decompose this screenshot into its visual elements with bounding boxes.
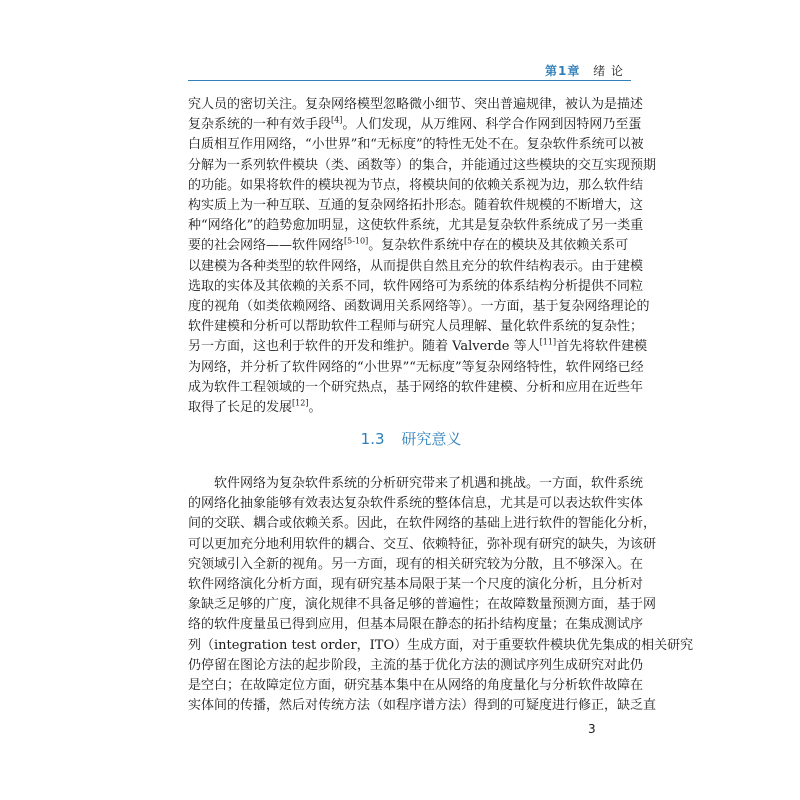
- body-paragraph-1: [188, 95, 657, 418]
- body-paragraph-2: [188, 474, 694, 716]
- text-line: 的功能。如果将软件的模块视为节点，将模块间的依赖关系视为边，那么软件结: [188, 177, 644, 193]
- text-line: 以建模为各种类型的软件网络，从而提供自然且充分的软件结构表示。由于建模: [188, 258, 644, 274]
- text-line: 另一方面，这也利于软件的开发和维护。随着 Valverde 等人[11]首先将软件建模: [188, 338, 648, 355]
- running-head: [545, 62, 624, 79]
- text-line: 实体间的传播，然后对传统方法（如程序谱方法）得到的可疑度进行修正，缺乏直: [188, 698, 657, 714]
- text-line: 仍停留在图论方法的起步阶段，主流的基于优化方法的测试序列生成研究对此仍: [188, 657, 644, 673]
- text-line: 的网络化抽象能够有效表达复杂软件系统的整体信息，尤其是可以表达软件实体: [188, 496, 644, 512]
- text-line: 象缺乏足够的广度，演化规律不具备足够的普遍性；在故障数量预测方面，基于网: [188, 597, 657, 613]
- section-number: 1.3: [360, 430, 385, 448]
- text-line: 种“网络化”的趋势愈加明显，这使软件系统，尤其是复杂软件系统成了另一类重: [188, 218, 644, 234]
- text-line: 络的软件度量虽已得到应用，但基本局限在静态的拓扑结构度量；在集成测试序: [188, 617, 644, 633]
- text-line: 列（integration test order，ITO）生成方面，对于重要软件模块优先集成的相关研究: [188, 637, 694, 653]
- text-line: 要的社会网络——软件网络[5-10]。复杂软件系统中存在的模块及其依赖关系可: [188, 237, 629, 254]
- text-line: 究人员的密切关注。复杂网络模型忽略微小细节、突出普遍规律，被认为是描述: [188, 97, 644, 112]
- text-line: 复杂系统的一种有效手段[4]。人们发现，从万维网、科学合作网到因特网乃至蛋: [188, 115, 642, 133]
- citation-marker: [4]: [331, 115, 343, 125]
- citation-marker: [12]: [292, 398, 309, 408]
- text-line: 成为软件工程领域的一个研究热点，基于网络的软件建模、分析和应用在近些年: [188, 379, 644, 395]
- citation-marker: [11]: [539, 338, 557, 348]
- section-title: 研究意义: [401, 430, 462, 448]
- text-line: 选取的实体及其依赖的关系不同，软件网络可为系统的体系结构分析提供不同粒: [188, 278, 644, 294]
- chapter-title: 绪 论: [593, 64, 624, 78]
- text-line: 软件建模和分析可以帮助软件工程师与研究人员理解、量化软件系统的复杂性；: [188, 319, 644, 335]
- text-line: 构实质上为一种互联、互通的复杂网络拓扑形态。随着软件规模的不断增大，这: [188, 198, 644, 214]
- citation-marker: [5-10]: [344, 237, 369, 247]
- text-line: 可以更加充分地利用软件的耦合、交互、依赖特征，弥补现有研究的缺失，为该研: [188, 536, 657, 552]
- text-line: 究领域引入全新的视角。另一方面，现有的相关研究较为分散，且不够深入。在: [188, 556, 644, 572]
- page-number: 3: [588, 722, 596, 736]
- text-line: 为网络，并分析了软件网络的“小世界”“无标度”等复杂网络特性，软件网络已经: [188, 359, 644, 375]
- text-line: 度的视角（如类依赖网络、函数调用关系网络等）。一方面，基于复杂网络理论的: [188, 299, 650, 315]
- text-line: 取得了长足的发展[12]。: [188, 398, 322, 416]
- section-heading: [188, 428, 634, 449]
- text-line: 是空白；在故障定位方面，研究基本集中在从网络的角度量化与分析软件故障在: [188, 678, 644, 694]
- text-line: 间的交联、耦合或依赖关系。因此，在软件网络的基础上进行软件的智能化分析，: [188, 516, 657, 532]
- chapter-number: 第1章: [544, 64, 581, 78]
- text-line: 分解为一系列软件模块（类、函数等）的集合，并能通过这些模块的交互实现预期: [188, 157, 657, 173]
- header-rule: [188, 80, 631, 81]
- text-line: 软件网络为复杂软件系统的分析研究带来了机遇和挑战。一方面，软件系统: [188, 476, 644, 491]
- text-line: 软件网络演化分析方面，现有研究基本局限于某一个尺度的演化分析，且分析对: [188, 577, 644, 593]
- text-line: 白质相互作用网络，“小世界”和“无标度”的特性无处不在。复杂软件系统可以被: [188, 137, 644, 153]
